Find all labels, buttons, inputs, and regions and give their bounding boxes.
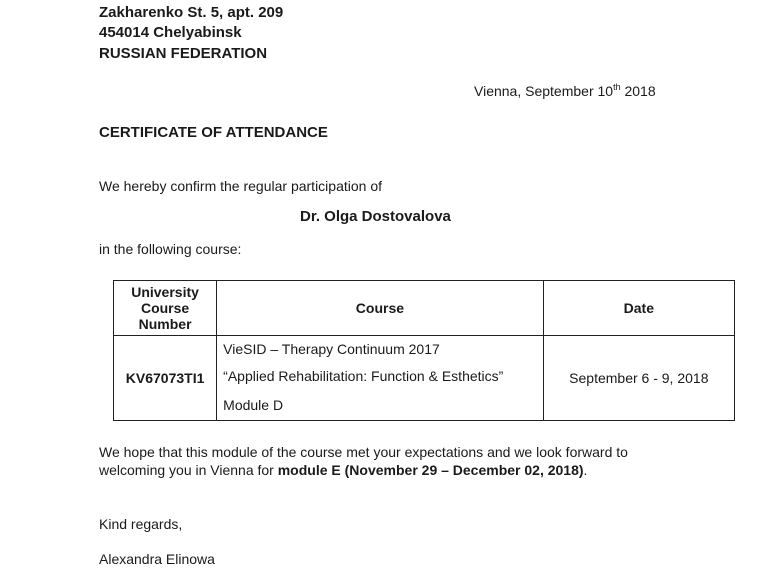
course-number-cell: KV67073TI1 [114, 336, 217, 421]
address-line-2: 454014 Chelyabinsk [99, 24, 242, 41]
intro-text: We hereby confirm the regular participation of [99, 178, 382, 194]
date-year: 2018 [620, 83, 656, 99]
address-line-1: Zakharenko St. 5, apt. 209 [99, 4, 284, 21]
table-header-row [114, 281, 735, 336]
course-table [113, 280, 735, 421]
signatory-name: Alexandra Elinowa [99, 551, 215, 567]
course-line-1: VieSID – Therapy Continuum 2017 [223, 341, 440, 357]
header-course: Course [217, 281, 544, 336]
date-prefix: Vienna, September 10 [474, 83, 614, 99]
date-suffix: th [613, 82, 621, 92]
table-row [114, 336, 735, 421]
course-name-cell [217, 336, 544, 421]
participant-name: Dr. Olga Dostovalova [300, 208, 451, 225]
course-date-cell: September 6 - 9, 2018 [543, 336, 734, 421]
course-intro-text: in the following course: [99, 241, 242, 257]
address-line-3: RUSSIAN FEDERATION [99, 45, 268, 62]
header-course-number: University Course Number [114, 281, 217, 336]
course-line-3: Module D [223, 397, 284, 413]
kind-regards: Kind regards, [99, 516, 183, 532]
header-date: Date [543, 281, 734, 336]
course-line-2: “Applied Rehabilitation: Function & Esthetics” [223, 368, 504, 384]
closing-line-2: welcoming you in Vienna for module E (November 29 – December 02, 2018). [99, 462, 588, 478]
closing-line-1: We hope that this module of the course met your expectations and we look forward to [99, 444, 628, 460]
place-date [474, 83, 656, 99]
document-title: CERTIFICATE OF ATTENDANCE [99, 124, 328, 141]
next-module: module E (November 29 – December 02, 2018) [277, 462, 584, 478]
